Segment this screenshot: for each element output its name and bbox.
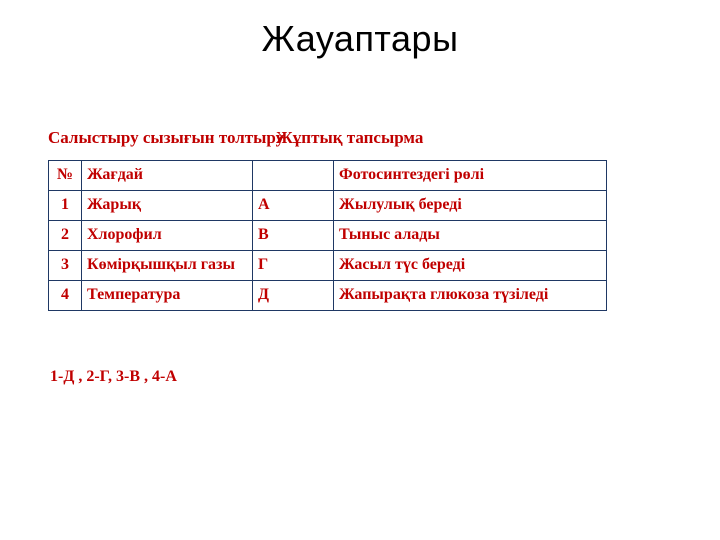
cell-state: Көмірқышқыл газы (82, 251, 253, 281)
section-headings (48, 128, 672, 148)
page-title: Жауаптары (261, 18, 459, 59)
cell-state: Температура (82, 281, 253, 311)
cell-number: 1 (49, 191, 82, 221)
cell-letter: В (253, 221, 334, 251)
cell-role: Жапырақта глюкоза түзіледі (334, 281, 607, 311)
cell-letter: Г (253, 251, 334, 281)
heading-comparison-line: Салыстыру сызығын толтыру (48, 128, 285, 147)
table-row (49, 281, 607, 311)
answers-table (48, 160, 607, 311)
cell-role: Жылулық береді (334, 191, 607, 221)
cell-role: Тыныс алады (334, 221, 607, 251)
heading-pair-task: Жұптық тапсырма (276, 128, 424, 147)
header-cell-state: Жағдай (82, 161, 253, 191)
cell-number: 3 (49, 251, 82, 281)
cell-letter: А (253, 191, 334, 221)
cell-letter: Д (253, 281, 334, 311)
cell-state: Хлорофил (82, 221, 253, 251)
table-row (49, 191, 607, 221)
table-row (49, 221, 607, 251)
header-cell-number: № (49, 161, 82, 191)
table-header-row (49, 161, 607, 191)
cell-role: Жасыл түс береді (334, 251, 607, 281)
header-cell-role: Фотосинтездегі рөлі (334, 161, 607, 191)
answer-key: 1-Д , 2-Г, 3-В , 4-А (50, 368, 177, 385)
header-cell-letter (253, 161, 334, 191)
cell-number: 4 (49, 281, 82, 311)
table-row (49, 251, 607, 281)
cell-state: Жарық (82, 191, 253, 221)
cell-number: 2 (49, 221, 82, 251)
